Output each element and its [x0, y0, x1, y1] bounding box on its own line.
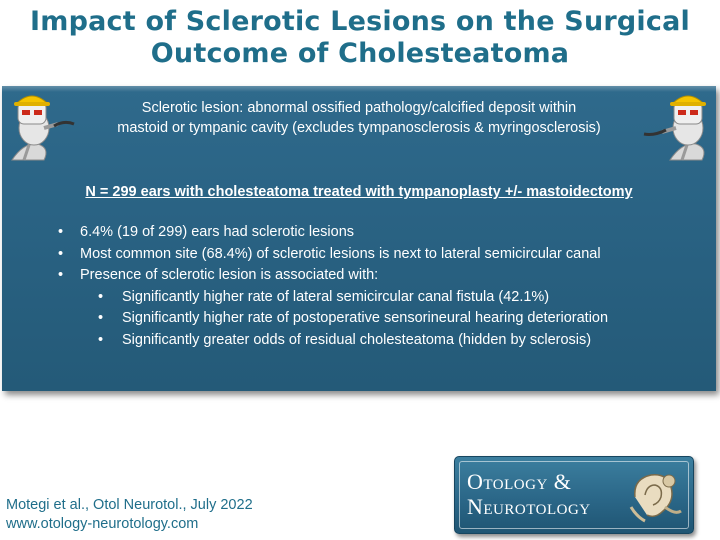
associations-list — [80, 287, 608, 352]
ear-anatomy-icon — [625, 467, 685, 525]
definition-text — [72, 98, 646, 138]
panel-highlight — [2, 86, 716, 92]
association-item: • Significantly higher rate of lateral semicircular canal fistula (42.1%) — [98, 287, 608, 309]
finding-item-label: Presence of sclerotic lesion is associated with: — [80, 267, 379, 283]
slide-title — [0, 6, 720, 70]
definition-line-1: Sclerotic lesion: abnormal ossified pathology/calcified deposit within — [141, 100, 577, 116]
citation-reference: Motegi et al., Otol Neurotol., July 2022 — [6, 497, 253, 513]
surgeon-mascot-icon — [640, 90, 716, 166]
summary-panel — [2, 86, 716, 391]
findings-list — [58, 222, 608, 351]
citation — [6, 496, 253, 534]
finding-item-with-sublist — [58, 265, 608, 351]
logo-text-line-1: Otology & — [467, 469, 572, 494]
logo-text-line-2: Neurotology — [467, 494, 591, 519]
definition-line-2: mastoid or tympanic cavity (excludes tympanosclerosis & myringosclerosis) — [117, 120, 601, 136]
finding-item: • Most common site (68.4%) of sclerotic lesions is next to lateral semicircular canal — [58, 244, 608, 266]
sample-size-text: N = 299 ears with cholesteatoma treated with tympanoplasty +/- mastoidectomy — [85, 184, 633, 200]
association-item: • Significantly higher rate of postoperative sensorineural hearing deterioration — [98, 308, 608, 330]
citation-website: www.otology-neurotology.com — [6, 516, 199, 532]
finding-item: • 6.4% (19 of 299) ears had sclerotic lesions — [58, 222, 608, 244]
title-line-1: Impact of Sclerotic Lesions on the Surgical — [30, 6, 690, 37]
journal-logo — [454, 456, 694, 534]
surgeon-mascot-icon — [4, 90, 76, 166]
sample-size-statement — [2, 184, 716, 200]
association-item: • Significantly greater odds of residual cholesteatoma (hidden by sclerosis) — [98, 330, 608, 352]
title-line-2: Outcome of Cholesteatoma — [150, 38, 570, 69]
